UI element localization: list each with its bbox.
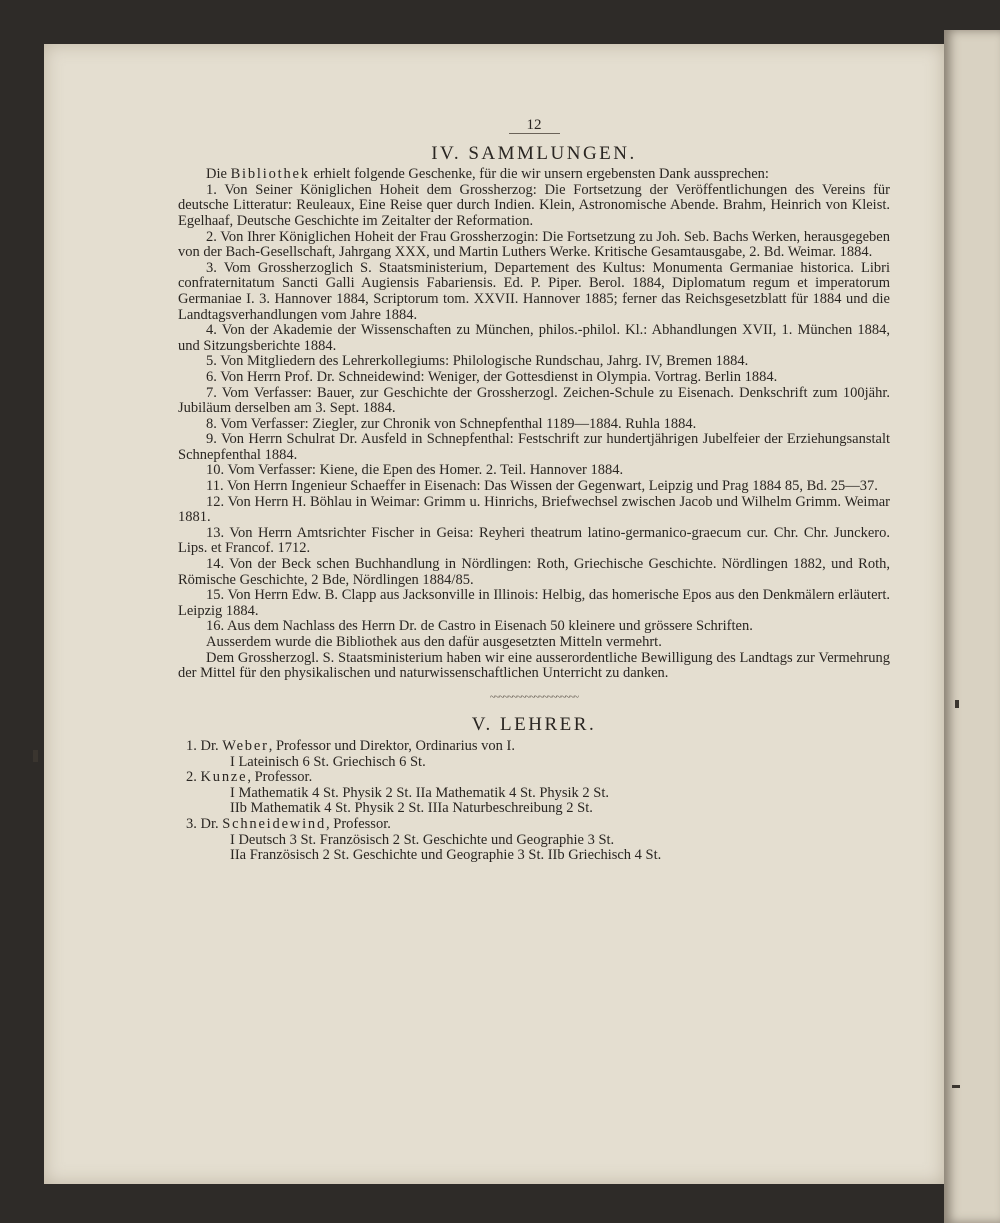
teacher-subjects: I Lateinisch 6 St. Griechisch 6 St. [230,753,426,770]
adjacent-page-edge [944,30,1000,1223]
margin-mark [33,750,38,762]
list-item: 11. Von Herrn Ingenieur Schaeffer in Eisenach: Das Wissen der Gegenwart, Leipzig und Prag 1884 85, Bd. 25—37. [206,478,878,495]
list-item: 15. Von Herrn Edw. B. Clapp aus Jacksonville in Illinois: Helbig, das homerische Epos aus den Denkmälern erläutert. Leipzig 1884. [178,587,890,619]
list-item: 5. Von Mitgliedern des Lehrerkollegiums: Philologische Rundschau, Jahrg. IV, Bremen 1884. [206,353,749,370]
ornamental-divider: ~~~~~~~~~~~~~~~~~~~~ [489,691,579,703]
list-item: 1. Von Seiner Königlichen Hoheit dem Grossherzog: Die Fortsetzung der Veröffentlichungen des Vereins für deutsche Litteratur: Reuleaux, Eine Reise quer durch Indien. Klein, Astronomische Abende. Brahm, Heinrich von Kleist. Egelhaaf, Deutsche Geschichte im Zeitalter der Reformation. [178,181,890,229]
teacher-name: Schneidewind [222,815,326,832]
teacher-entry: 1. Dr. Weber, Professor und Direktor, Ordinarius von I. [186,737,516,754]
closing-paragraph: Ausserdem wurde die Bibliothek aus den dafür ausgesetzten Mitteln vermehrt. [206,634,662,650]
list-item: 9. Von Herrn Schulrat Dr. Ausfeld in Schnepfenthal: Festschrift zur hundertjährigen Jubelfeier der Erziehungsanstalt Schnepfenthal 1884. [178,431,890,463]
list-item: 4. Von der Akademie der Wissenschaften zu München, philos.-philol. Kl.: Abhandlungen XVII, 1. München 1884, und Sitzungsberichte 1884. [178,322,890,354]
teacher-entry: 3. Dr. Schneidewind, Professor. [186,815,391,832]
list-item: 6. Von Herrn Prof. Dr. Schneidewind: Weniger, der Gottesdienst in Olympia. Vortrag. Berlin 1884. [206,368,778,385]
list-item: 7. Vom Verfasser: Bauer, zur Geschichte der Grossherzogl. Zeichen-Schule zu Eisenach. Denkschrift zum 100jähr. Jubiläum derselben am 3. Sept. 1884. [178,384,890,417]
intro-spaced-word: Bibliothek [230,166,310,183]
section-v-heading: V. LEHRER. [471,714,597,736]
teacher-list [178,739,890,864]
teacher-name: Weber [222,737,269,754]
margin-mark [952,1085,960,1088]
teacher-subjects: I Mathematik 4 St. Physik 2 St. IIa Mathematik 4 St. Physik 2 St. [230,784,610,801]
margin-mark [955,700,959,708]
teacher-subjects: IIa Französisch 2 St. Geschichte und Geographie 3 St. IIb Griechisch 4 St. [230,847,662,864]
list-item: 10. Vom Verfasser: Kiene, die Epen des Homer. 2. Teil. Hannover 1884. [206,462,624,479]
list-item: 13. Von Herrn Amtsrichter Fischer in Geisa: Reyheri theatrum latino-germanico-graecum cur. Chr. Chr. Junckero. Lips. et Francof. 1712. [178,524,890,557]
list-item: 12. Von Herrn H. Böhlau in Weimar: Grimm u. Hinrichs, Briefwechsel zwischen Jacob und Wilhelm Grimm. Weimar 1881. [178,493,890,526]
list-item: 2. Von Ihrer Königlichen Hoheit der Frau Grossherzogin: Die Fortsetzung zu Joh. Seb. Bachs Werken, herausgegeben von der Bach-Gesellschaft, Jahrgang XXX, und Martin Luthers Werke. Kritische Gesamtausgabe, 2. Bd. Weimar. 1884. [178,228,890,261]
closing-paragraph: Dem Grossherzogl. S. Staatsministerium haben wir eine ausserordentliche Bewilligung des Landtags zur Vermehrung der Mittel für den physikalischen und naturwissenschaftlichen Unterricht zu danken. [178,649,890,682]
list-item: 14. Von der Beck schen Buchhandlung in Nördlingen: Roth, Griechische Geschichte. Nördlingen 1882, und Roth, Römische Geschichte, 2 Bde, Nördlingen 1884/85. [178,556,890,588]
intro-paragraph: Die Bibliothek erhielt folgende Geschenke, für die wir unsern ergebensten Dank aussprechen: [206,166,769,183]
page-content [178,118,890,864]
page-number: 12 [178,118,890,134]
donation-list [178,183,890,635]
teacher-subjects: IIb Mathematik 4 St. Physik 2 St. IIIa Naturbeschreibung 2 St. [230,800,593,817]
list-item: 16. Aus dem Nachlass des Herrn Dr. de Castro in Eisenach 50 kleinere und grössere Schriften. [206,618,753,635]
list-item: 3. Vom Grossherzoglich S. Staatsministerium, Departement des Kultus: Monumenta Germaniae historica. Libri confraternitatum Sancti Galli Augiensis Fabariensis. Ed. P. Piper. Berol. 1884, Diplomatum regum et imperatorum Germaniae I. 3. Hannover 1884, Scriptorum tom. XXVII. Hannover 1885; ferner das Reichsgesetzblatt für 1884 und die Landtagsverhandlungen vom Jahre 1884. [178,259,890,323]
teacher-entry: 2. Kunze, Professor. [186,769,313,786]
teacher-name: Kunze [200,769,248,786]
section-iv-heading: IV. SAMMLUNGEN. [431,142,637,164]
teacher-subjects: I Deutsch 3 St. Französisch 2 St. Geschichte und Geographie 3 St. [230,831,615,848]
list-item: 8. Vom Verfasser: Ziegler, zur Chronik von Schnepfenthal 1189—1884. Ruhla 1884. [206,415,697,432]
